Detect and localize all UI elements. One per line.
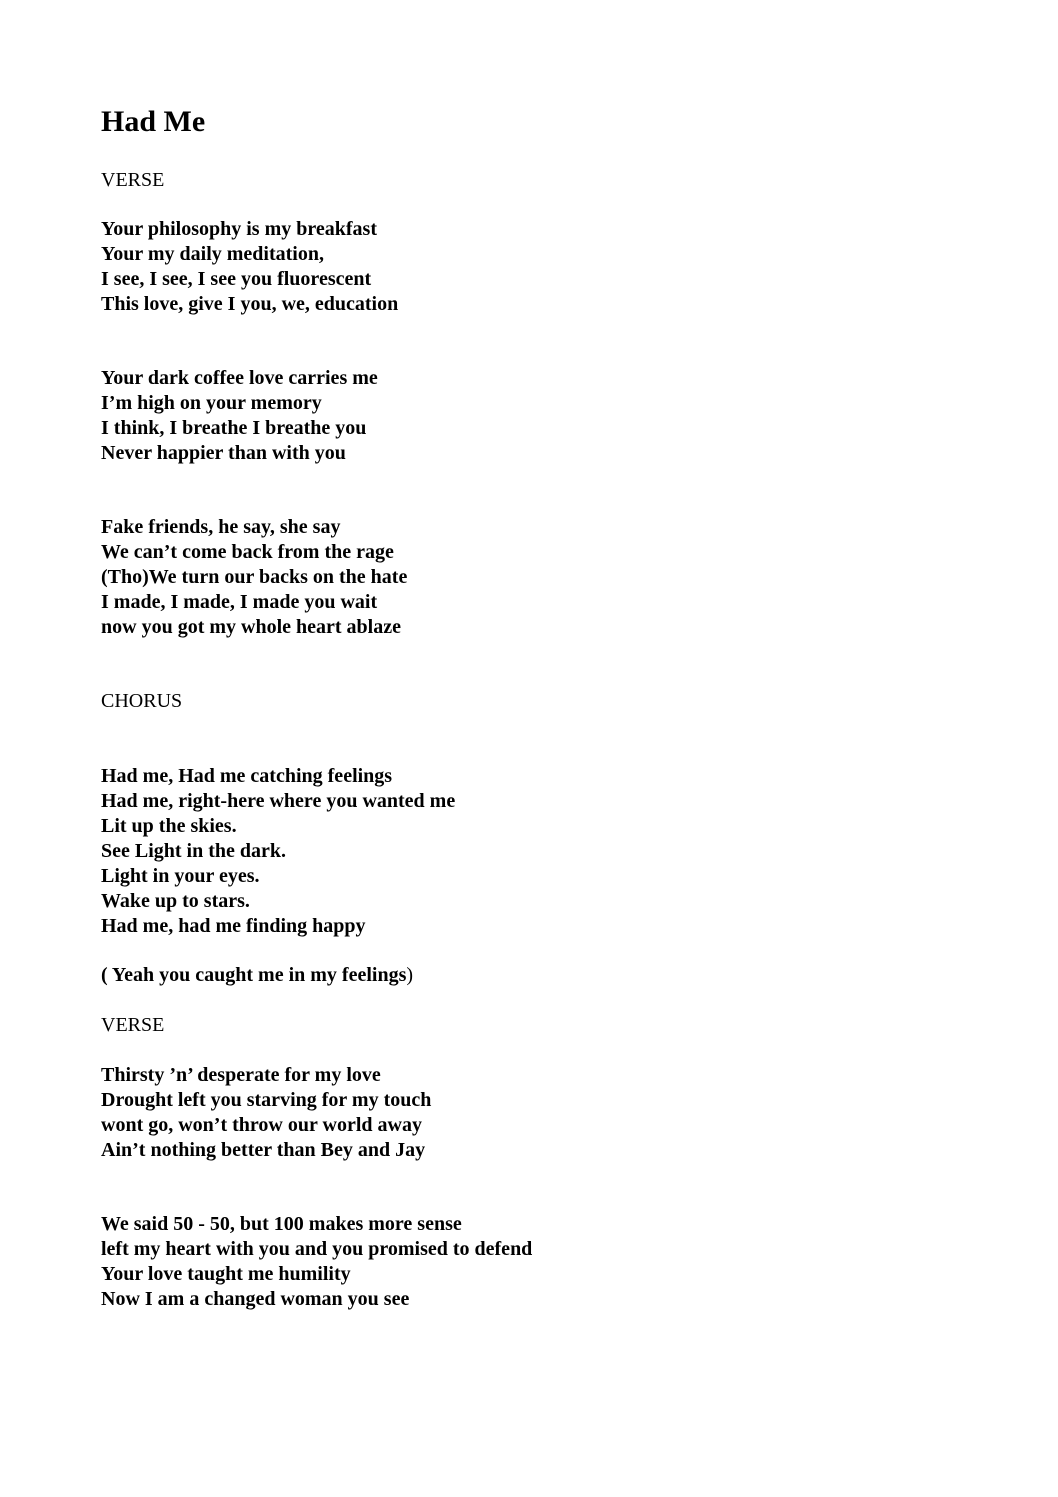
lyric-line: left my heart with you and you promised to defend [101, 1238, 533, 1260]
chorus-stanza [101, 764, 455, 939]
stanza-5 [101, 1212, 532, 1312]
lyric-line: I see, I see, I see you fluorescent [101, 268, 372, 290]
lyric-line: Wake up to stars. [101, 890, 250, 912]
lyric-line: Had me, right-here where you wanted me [101, 790, 456, 812]
section-label-verse: VERSE [101, 169, 165, 191]
lyric-line: Had me, Had me catching feelings [101, 765, 393, 787]
song-title: Had Me [101, 105, 206, 138]
aside-text: ( Yeah you caught me in my feelings [101, 964, 407, 986]
lyric-line: I’m high on your memory [101, 392, 322, 414]
lyric-line: Thirsty ’n’ desperate for my love [101, 1064, 381, 1086]
section-label-verse-2: VERSE [101, 1014, 165, 1036]
lyric-line: Had me, had me finding happy [101, 915, 366, 937]
lyric-line: Your dark coffee love carries me [101, 367, 378, 389]
lyric-line: This love, give I you, we, education [101, 293, 399, 315]
stanza-3 [101, 515, 407, 640]
lyric-line: now you got my whole heart ablaze [101, 616, 401, 638]
section-label-chorus: CHORUS [101, 690, 183, 712]
lyric-line: wont go, won’t throw our world away [101, 1114, 422, 1136]
lyric-line: Ain’t nothing better than Bey and Jay [101, 1139, 426, 1161]
lyric-line: Fake friends, he say, she say [101, 516, 341, 538]
lyric-line: I made, I made, I made you wait [101, 591, 378, 613]
lyric-line: We said 50 - 50, but 100 makes more sense [101, 1213, 462, 1235]
lyric-line: Lit up the skies. [101, 815, 237, 837]
lyric-line: See Light in the dark. [101, 840, 287, 862]
chorus-aside [101, 963, 413, 988]
lyric-line: Your my daily meditation, [101, 243, 324, 265]
aside-line [101, 963, 413, 988]
lyric-line: Drought left you starving for my touch [101, 1089, 432, 1111]
aside-close-paren: ) [406, 964, 414, 986]
stanza-2 [101, 366, 378, 466]
lyric-line: Light in your eyes. [101, 865, 260, 887]
lyric-line: (Tho)We turn our backs on the hate [101, 566, 408, 588]
lyric-line: I think, I breathe I breathe you [101, 417, 367, 439]
lyric-line: We can’t come back from the rage [101, 541, 394, 563]
stanza-1 [101, 217, 398, 317]
lyric-line: Now I am a changed woman you see [101, 1288, 410, 1310]
stanza-4 [101, 1063, 431, 1163]
lyric-line: Your love taught me humility [101, 1263, 351, 1285]
lyric-line: Your philosophy is my breakfast [101, 218, 377, 240]
lyric-line: Never happier than with you [101, 442, 346, 464]
